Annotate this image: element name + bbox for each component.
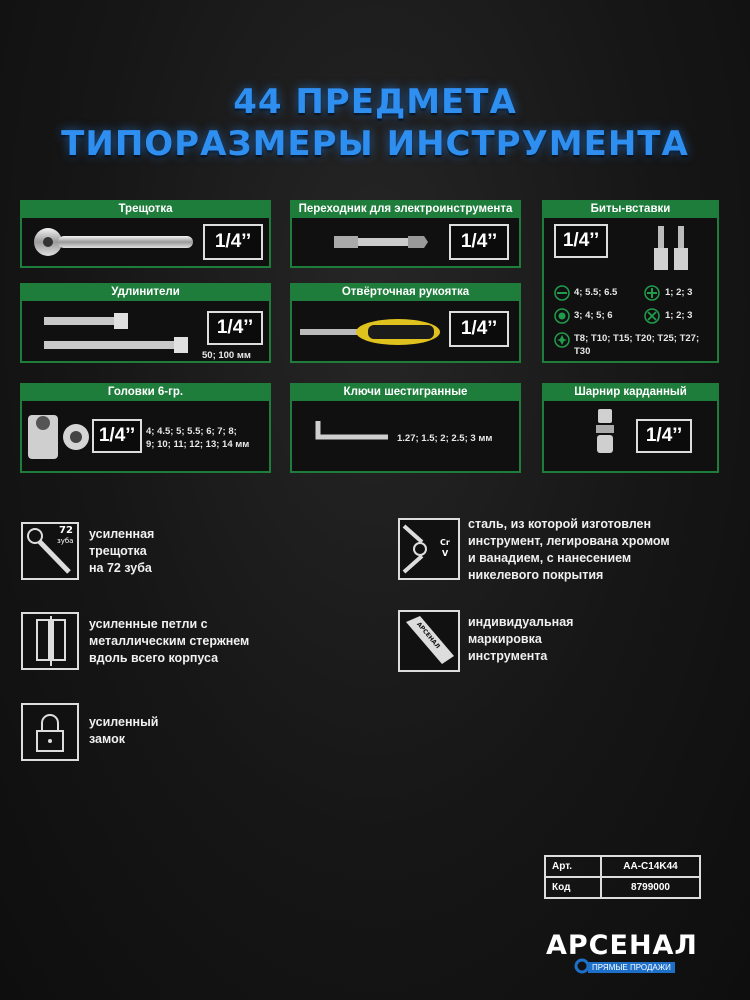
card-handle: [290, 283, 521, 363]
card-bits-title: Биты-вставки: [544, 202, 717, 218]
torx-bit-icon: [554, 332, 570, 348]
ratchet-72-line-3: на 72 зуба: [89, 561, 152, 575]
marking-text: [468, 614, 573, 665]
ratchet-72-text: [89, 526, 154, 577]
hinges-line-1: усиленные петли с: [89, 617, 208, 631]
ratchet-tool-image: [30, 224, 200, 260]
card-sockets: [20, 383, 271, 473]
ratchet-72-line-1: усиленная: [89, 527, 155, 541]
article-info-table: [544, 855, 701, 899]
card-extensions: [20, 283, 271, 363]
hinges-line-2: металлическим стержнем: [89, 634, 250, 648]
marking-badge: АРСЕНАЛ: [415, 620, 442, 651]
card-bits: [542, 200, 719, 363]
logo-text: АРСЕНАЛ: [546, 930, 698, 961]
hinges-line-3: вдоль всего корпуса: [89, 651, 219, 665]
card-adapter-title: Переходник для электроинструмента: [292, 202, 519, 218]
sockets-sizes-1: 4; 4.5; 5; 5.5; 6; 7; 8;: [146, 426, 237, 437]
joint-tool-image: [590, 407, 620, 457]
hex-key-sizes: 1.27; 1.5; 2; 2.5; 3 мм: [397, 433, 493, 444]
steel-line-1: сталь, из которой изготовлен: [468, 517, 652, 531]
card-joint-title: Шарнир карданный: [544, 385, 717, 401]
steel-line-3: и ванадием, с нанесением: [468, 551, 632, 565]
phillips-bit-icon: [644, 285, 660, 301]
sockets-sizes-2: 9; 10; 11; 12; 13; 14 мм: [146, 439, 250, 450]
article-row: [545, 856, 700, 877]
card-adapter: [290, 200, 521, 268]
bits-pozidriv-sizes: 1; 2; 3: [665, 310, 693, 321]
logo-subtitle: ПРЯМЫЕ ПРОДАЖИ: [588, 962, 675, 973]
card-joint: [542, 383, 719, 473]
card-hex-title: Ключи шестигранные: [292, 385, 519, 401]
ratchet-72-badge: 72: [59, 525, 73, 536]
marking-line-1: индивидуальная: [468, 615, 574, 629]
card-ratchet: [20, 200, 271, 268]
card-ratchet-title: Трещотка: [22, 202, 269, 218]
card-handle-title: Отвёрточная рукоятка: [292, 285, 519, 301]
hex-key-tool-image: [314, 419, 394, 443]
bits-torx-sizes-1: T8; T10; T15; T20; T25; T27;: [574, 333, 700, 344]
marking-icon: [398, 610, 460, 672]
joint-size: 1/4’’: [636, 419, 692, 453]
extensions-size: 1/4’’: [207, 311, 263, 345]
article-label: Арт.: [545, 856, 601, 877]
hex-bit-icon: [554, 308, 570, 324]
title-line-1: 44 ПРЕДМЕТА: [233, 82, 517, 122]
marking-line-2: маркировка: [468, 632, 542, 646]
lock-line-2: замок: [89, 732, 125, 746]
handle-tool-image: [298, 315, 448, 351]
sockets-tool-image: [26, 409, 92, 465]
bits-torx-sizes-2: T30: [574, 346, 591, 357]
lock-text: [89, 714, 158, 748]
handle-size: 1/4’’: [449, 311, 509, 347]
extensions-tool-image: [40, 311, 210, 355]
title-line-2: ТИПОРАЗМЕРЫ ИНСТРУМЕНТА: [61, 124, 689, 164]
ratchet-72-icon: [21, 522, 79, 580]
pozidriv-bit-icon: [644, 308, 660, 324]
code-label: Код: [545, 877, 601, 898]
v-badge: V: [442, 549, 449, 558]
bits-phillips-sizes: 1; 2; 3: [665, 287, 693, 298]
card-sockets-title: Головки 6-гр.: [22, 385, 269, 401]
hinge-icon: [21, 612, 79, 670]
ratchet-size: 1/4’’: [203, 224, 263, 260]
extensions-lengths: 50; 100 мм: [202, 350, 251, 361]
adapter-tool-image: [332, 232, 432, 252]
cr-v-steel-icon: [398, 518, 460, 580]
bits-flat-sizes: 4; 5.5; 6.5: [574, 287, 618, 298]
lock-line-1: усиленный: [89, 715, 159, 729]
sockets-size: 1/4’’: [92, 419, 142, 453]
card-extensions-title: Удлинители: [22, 285, 269, 301]
steel-line-2: инструмент, легирована хромом: [468, 534, 670, 548]
marking-line-3: инструмента: [468, 649, 548, 663]
flat-bit-icon: [554, 285, 570, 301]
ratchet-72-badge-sub: зуба: [57, 537, 74, 545]
bits-hex-sizes: 3; 4; 5; 6: [574, 310, 613, 321]
ratchet-72-line-2: трещотка: [89, 544, 147, 558]
lock-icon: [21, 703, 79, 761]
hinges-text: [89, 616, 249, 667]
adapter-size: 1/4’’: [449, 224, 509, 260]
arsenal-logo: [546, 930, 721, 976]
bits-size: 1/4’’: [554, 224, 608, 258]
cr-badge: Cr: [440, 538, 450, 547]
code-row: [545, 877, 700, 898]
article-value: AA-C14K44: [601, 856, 700, 877]
steel-line-4: никелевого покрытия: [468, 568, 604, 582]
code-value: 8799000: [601, 877, 700, 898]
card-hex-keys: [290, 383, 521, 473]
bits-tool-image: [652, 224, 702, 274]
steel-text: [468, 516, 670, 584]
